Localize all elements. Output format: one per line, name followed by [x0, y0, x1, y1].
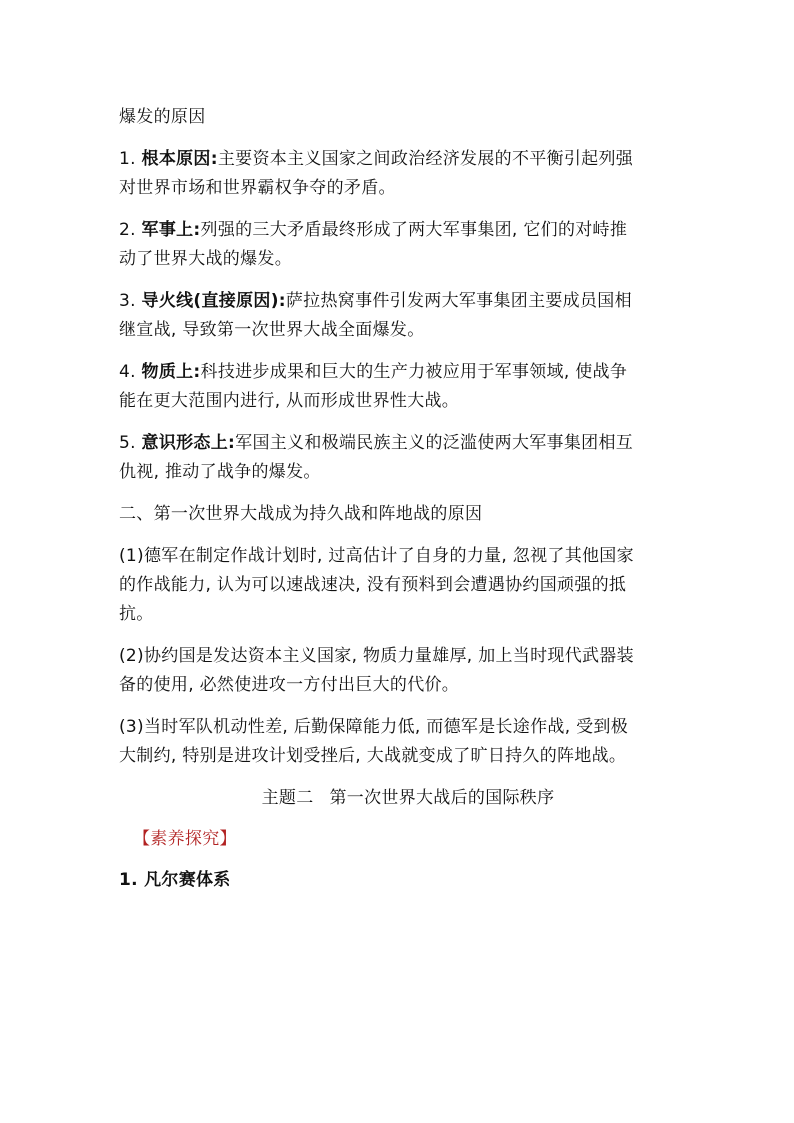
topic-2-label: 主题二 — [261, 788, 314, 808]
section-2-paragraph-3-line-2: 大制约, 特别是进攻计划受挫后, 大战就变成了旷日持久的阵地战。 — [119, 746, 627, 766]
paragraph-1-line-2: 对世界市场和世界霸权争夺的矛盾。 — [119, 178, 396, 198]
paragraph-4-line-1 — [119, 358, 679, 387]
paragraph-3-label: 导火线(直接原因): — [141, 291, 286, 311]
heading-top: 爆发的原因 — [119, 107, 206, 127]
section-2-paragraph-3-line-1: (3)当时军队机动性差, 后勤保障能力低, 而德军是长途作战, 受到极 — [119, 717, 629, 737]
paragraph-2 — [119, 216, 679, 274]
paragraph-3-line-2: 继宣战, 导致第一次世界大战全面爆发。 — [119, 320, 425, 340]
section-2-title: 二、第一次世界大战成为持久战和阵地战的原因 — [119, 504, 483, 524]
paragraph-5-text-1: 军国主义和极端民族主义的泛滥使两大军事集团相互 — [235, 433, 634, 453]
section-2-paragraph-1-line-3: 抗。 — [119, 604, 154, 624]
paragraph-1 — [119, 145, 679, 203]
paragraph-5-num: 5. — [119, 433, 142, 453]
section-2-paragraph-1-line-2: 的作战能力, 认为可以速战速决, 没有预料到会遭遇协约国顽强的抵 — [119, 575, 627, 595]
paragraph-2-line-2: 动了世界大战的爆发。 — [119, 249, 292, 269]
subheading-1: 1. 凡尔赛体系 — [119, 870, 231, 890]
paragraph-2-text-1: 列强的三大矛盾最终形成了两大军事集团, 它们的对峙推 — [200, 220, 628, 240]
paragraph-3-text-1: 萨拉热窝事件引发两大军事集团主要成员国相 — [285, 291, 632, 311]
paragraph-1-label: 根本原因: — [141, 149, 218, 169]
section-2-paragraph-1 — [119, 542, 679, 629]
paragraph-1-line-1 — [119, 145, 679, 174]
paragraph-4 — [119, 358, 679, 416]
paragraph-3-line-1 — [119, 287, 679, 316]
section-2-paragraph-2-line-2: 备的使用, 必然使进攻一方付出巨大的代价。 — [119, 675, 460, 695]
paragraph-5-line-2: 仇视, 推动了战争的爆发。 — [119, 462, 321, 482]
paragraph-2-num: 2. — [119, 220, 142, 240]
paragraph-5 — [119, 429, 679, 487]
paragraph-4-label: 物质上: — [141, 362, 201, 382]
paragraph-5-line-1 — [119, 429, 679, 458]
paragraph-2-line-1 — [119, 216, 679, 245]
explore-tag: 【素养探究】 — [133, 829, 237, 849]
paragraph-1-num: 1. — [119, 149, 142, 169]
topic-2-title: 第一次世界大战后的国际秩序 — [329, 788, 555, 808]
section-2-paragraph-2 — [119, 642, 679, 700]
document-page — [119, 103, 679, 895]
section-2-paragraph-1-line-1: (1)德军在制定作战计划时, 过高估计了自身的力量, 忽视了其他国家 — [119, 546, 634, 566]
paragraph-2-label: 军事上: — [141, 220, 201, 240]
section-2-paragraph-2-line-1: (2)协约国是发达资本主义国家, 物质力量雄厚, 加上当时现代武器装 — [119, 646, 634, 666]
section-2-paragraph-3 — [119, 713, 679, 771]
paragraph-3-num: 3. — [119, 291, 142, 311]
paragraph-4-text-1: 科技进步成果和巨大的生产力被应用于军事领域, 使战争 — [200, 362, 628, 382]
paragraph-1-text-1: 主要资本主义国家之间政治经济发展的不平衡引起列强 — [217, 149, 634, 169]
topic-2-heading — [119, 784, 679, 813]
paragraph-5-label: 意识形态上: — [141, 433, 236, 453]
paragraph-4-line-2: 能在更大范围内进行, 从而形成世界性大战。 — [119, 391, 460, 411]
paragraph-3 — [119, 287, 679, 345]
paragraph-4-num: 4. — [119, 362, 142, 382]
